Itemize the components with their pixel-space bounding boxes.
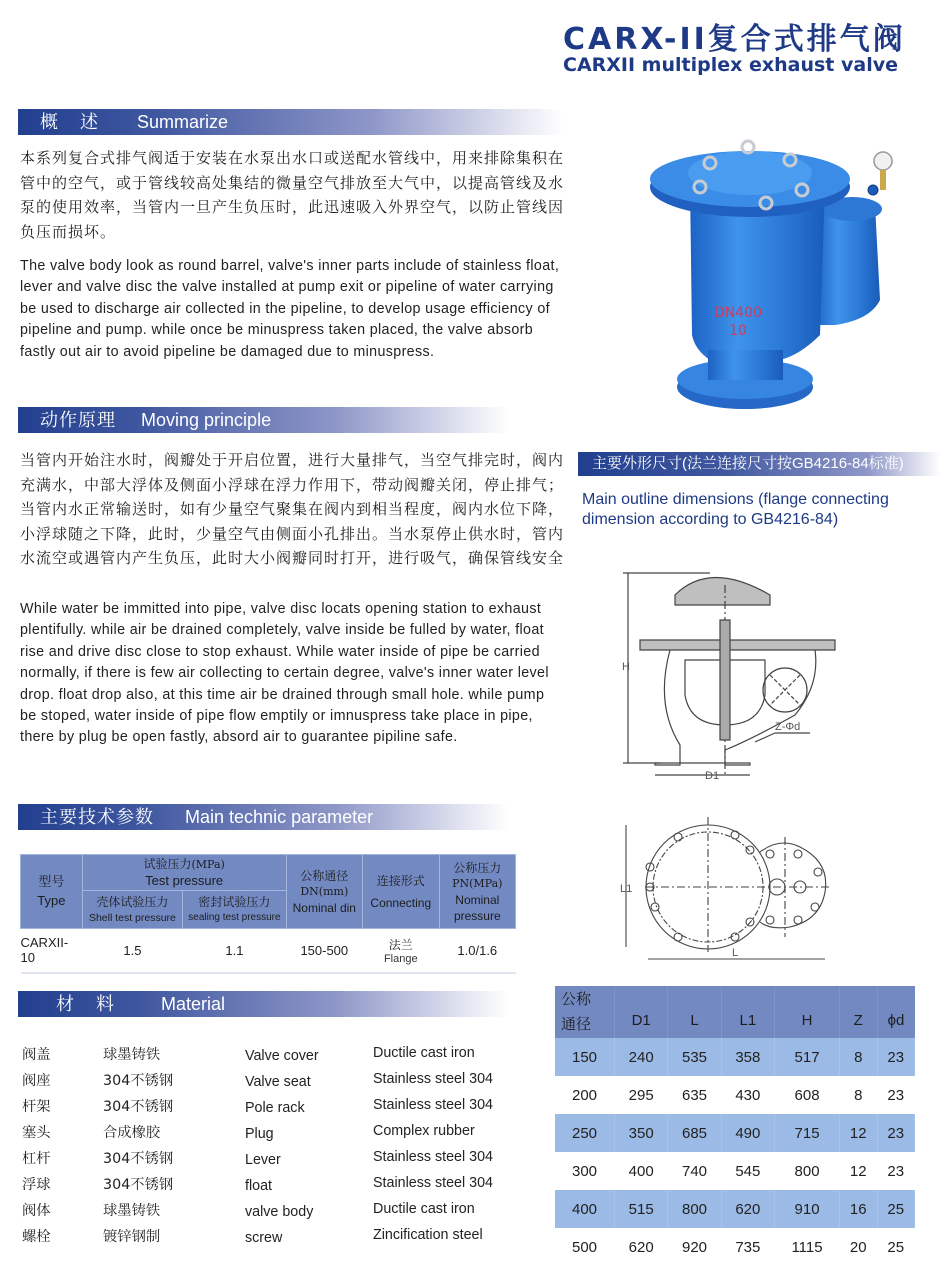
summary-heading-en: Summarize (137, 112, 229, 132)
dim-table-row (555, 1228, 915, 1266)
plan-drawing (620, 812, 845, 962)
td-seal: 1.1 (225, 942, 244, 958)
tech-heading-en: Main technic parameter (185, 807, 374, 827)
dim-cell: 920 (668, 1228, 721, 1266)
photo-marking-2: 10 (729, 323, 747, 339)
material-name-en: Ductile cast iron (373, 1045, 475, 1061)
material-name-en: Stainless steel 304 (373, 1071, 494, 1087)
th-D1: D1 (615, 986, 668, 1038)
dim-cell: 800 (775, 1152, 840, 1190)
material-part-cn: 杠杆 (22, 1151, 51, 1167)
principle-text-en: While water be immitted into pipe, valve disc locats opening station to exhaust plentifully. while air be drained completely, valve inside be fulled by water, float rise and drive disc close to stop exhaust. While water inside of pipe be carried normally, if there is few air collecting to certain degree, valve's inner water level drop. float drop also, at this time air be drained through small hole. while pump be stoped, water inside of pipe flow emptily or imnuspress take place in pipe, there by plug be open fastly, absord air to guarantee pipiline safe. (20, 601, 549, 746)
th-phid: ϕd (877, 986, 915, 1038)
dim-cell: 635 (668, 1076, 721, 1114)
th-type: 型号 Type (21, 855, 83, 929)
dim-header-row (555, 986, 915, 1038)
pressure-gauge-icon (874, 152, 892, 170)
label-L: L (732, 947, 739, 959)
material-heading-bar (18, 991, 508, 1017)
material-part-cn: 螺栓 (22, 1229, 51, 1245)
dim-cell: 16 (840, 1190, 877, 1228)
material-name-en: Stainless steel 304 (373, 1175, 494, 1191)
material-part-en: Valve cover (245, 1048, 319, 1064)
dim-cell: 25 (877, 1228, 915, 1266)
th-shell-pressure: 壳体试验压力 Shell test pressure (82, 891, 183, 929)
page-title-en: CARXII multiplex exhaust valve (563, 54, 898, 76)
dim-cell: 200 (555, 1076, 615, 1114)
dim-cell: 430 (721, 1076, 774, 1114)
td-shell: 1.5 (123, 942, 142, 958)
th-pn: 公称压力 PN(MPa) Nominal pressure (439, 855, 515, 929)
dim-table-row (555, 1114, 915, 1152)
material-name-en: Ductile cast iron (373, 1201, 475, 1217)
th-Z: Z (840, 986, 877, 1038)
page-title-cn: CARX-II复合式排气阀 (563, 22, 906, 57)
material-name-cn: 304不锈钢 (103, 1099, 174, 1115)
section-drawing (620, 565, 840, 785)
dim-cell: 910 (775, 1190, 840, 1228)
material-name-en: Zincification steel (373, 1227, 483, 1243)
material-part-cn: 阀座 (22, 1073, 51, 1089)
dimensions-heading-bar (578, 452, 940, 476)
dim-cell: 23 (877, 1076, 915, 1114)
dim-cell: 740 (668, 1152, 721, 1190)
dim-cell: 240 (615, 1038, 668, 1076)
dim-cell: 350 (615, 1114, 668, 1152)
dim-cell: 25 (877, 1190, 915, 1228)
tech-params-row (21, 929, 516, 973)
dim-cell: 500 (555, 1228, 615, 1266)
material-part-en: float (245, 1178, 273, 1194)
material-part-en: valve body (245, 1204, 314, 1220)
material-name-cn: 合成橡胶 (103, 1125, 161, 1141)
th-dn: 公称 通径 (555, 986, 615, 1038)
tech-params-table (20, 854, 516, 974)
dim-cell: 490 (721, 1114, 774, 1152)
summary-heading-bar (18, 109, 563, 135)
dim-cell: 715 (775, 1114, 840, 1152)
label-H: H (622, 661, 630, 673)
summary-text-cn: 本系列复合式排气阀适于安装在水泵出水口或送配水管线中，用来排除集积在管中的空气，或于管线较高处集结的微量空气排放至大气中，以提高管线及水泵的使用效率，当管内一旦产生负压时，此迅速吸入外界空气，以防止管线因负压而损坏。 (20, 149, 565, 241)
material-part-cn: 塞头 (22, 1125, 51, 1141)
dim-cell: 735 (721, 1228, 774, 1266)
material-name-cn: 镀锌钢制 (103, 1229, 161, 1245)
material-part-cn: 阀盖 (22, 1047, 51, 1063)
material-part-cn: 阀体 (22, 1203, 51, 1219)
th-L1: L1 (721, 986, 774, 1038)
material-part-cn: 杆架 (22, 1099, 51, 1115)
material-part-en: Lever (245, 1152, 281, 1168)
dimensions-table (555, 986, 915, 1266)
dim-cell: 12 (840, 1152, 877, 1190)
dimensions-heading-cn: 主要外形尺寸(法兰连接尺寸按GB4216-84标准) (592, 455, 904, 472)
principle-heading-cn: 动作原理 (40, 410, 116, 430)
material-name-en: Complex rubber (373, 1123, 475, 1139)
material-name-cn: 球墨铸铁 (103, 1203, 161, 1219)
dim-cell: 358 (721, 1038, 774, 1076)
dim-table-row (555, 1038, 915, 1076)
material-part-en: Plug (245, 1126, 274, 1142)
dim-cell: 400 (615, 1152, 668, 1190)
label-D1: D1 (705, 770, 720, 782)
td-pn: 1.0/1.6 (457, 942, 498, 958)
dim-table-row (555, 1152, 915, 1190)
material-name-cn: 304不锈钢 (103, 1073, 174, 1089)
dim-cell: 608 (775, 1076, 840, 1114)
material-name-en: Stainless steel 304 (373, 1149, 494, 1165)
material-name-cn: 球墨铸铁 (103, 1047, 161, 1063)
dim-cell: 535 (668, 1038, 721, 1076)
material-name-cn: 304不锈钢 (103, 1151, 174, 1167)
dim-cell: 1115 (775, 1228, 840, 1266)
side-chamber (815, 205, 880, 325)
dim-cell: 23 (877, 1038, 915, 1076)
dim-cell: 800 (668, 1190, 721, 1228)
dimensions-subtitle-en: Main outline dimensions (flange connecting dimension according to GB4216-84) (582, 491, 889, 528)
summary-text-en: The valve body look as round barrel, valve's inner parts include of stainless float, lever and valve disc the valve installed at pump exit or pipeline of water carrying be used to discharge air collected in the pipeline, to develop usage efficiency of pipeline and pump. while once be minuspress taken placed, the valve absorb fastly out air to avoid pipeline be damaged due to minuspress. (20, 258, 560, 360)
dim-cell: 400 (555, 1190, 615, 1228)
th-H: H (775, 986, 840, 1038)
dim-table-row (555, 1190, 915, 1228)
principle-text-cn: 当管内开始注水时，阀瓣处于开启位置，进行大量排气，当空气排完时，阀内充满水，中部大浮体及侧面小浮球在浮力作用下，带动阀瓣关闭，停止排气；当管内水正常输送时，如有少量空气聚集在阀内到相当程度，阀内水位下降，小浮球随之下降，此时，少量空气由侧面小孔排出。当水泵停止供水时，管内水流空或遇管内产生负压，此时大小阀瓣同时打开，进行吸气，确保管线安全 (20, 451, 565, 567)
td-dn: 150-500 (300, 942, 349, 958)
th-connecting: 连接形式 Connecting (362, 855, 439, 929)
dim-cell: 295 (615, 1076, 668, 1114)
dim-cell: 620 (721, 1190, 774, 1228)
th-dn: 公称通径 DN(mm) Nominal din (286, 855, 362, 929)
dim-cell: 300 (555, 1152, 615, 1190)
material-name-en: Stainless steel 304 (373, 1097, 494, 1113)
dim-cell: 12 (840, 1114, 877, 1152)
material-part-en: Valve seat (245, 1074, 311, 1090)
material-heading-cn: 材 料 (56, 994, 116, 1014)
dim-cell: 150 (555, 1038, 615, 1076)
th-seal-pressure: 密封试验压力 sealing test pressure (183, 891, 286, 929)
material-heading-en: Material (161, 994, 226, 1014)
dim-cell: 685 (668, 1114, 721, 1152)
dim-cell: 515 (615, 1190, 668, 1228)
dim-cell: 545 (721, 1152, 774, 1190)
td-connecting: 法兰 Flange (383, 937, 418, 965)
th-test-pressure: 试验压力(MPa) Test pressure (82, 855, 286, 891)
dim-cell: 8 (840, 1038, 877, 1076)
label-Zd: Z-Φd (775, 721, 801, 733)
dim-cell: 20 (840, 1228, 877, 1266)
dim-cell: 250 (555, 1114, 615, 1152)
principle-heading-bar (18, 407, 508, 433)
dim-cell: 23 (877, 1114, 915, 1152)
label-L1: L1 (620, 883, 633, 895)
th-L: L (668, 986, 721, 1038)
product-photo (630, 135, 900, 420)
material-part-cn: 浮球 (22, 1177, 51, 1193)
material-part-en: screw (245, 1230, 283, 1246)
tech-heading-cn: 主要技术参数 (40, 807, 154, 827)
principle-heading-en: Moving principle (141, 410, 272, 430)
tech-heading-bar (18, 804, 508, 830)
dim-cell: 620 (615, 1228, 668, 1266)
material-name-cn: 304不锈钢 (103, 1177, 174, 1193)
dim-table-row (555, 1076, 915, 1114)
photo-marking-1: DN400 (714, 305, 762, 321)
dim-cell: 23 (877, 1152, 915, 1190)
dim-cell: 8 (840, 1076, 877, 1114)
td-type: CARXII-10 (20, 935, 69, 966)
summary-heading-cn: 概 述 (40, 112, 100, 132)
material-part-en: Pole rack (245, 1100, 305, 1116)
dim-cell: 517 (775, 1038, 840, 1076)
